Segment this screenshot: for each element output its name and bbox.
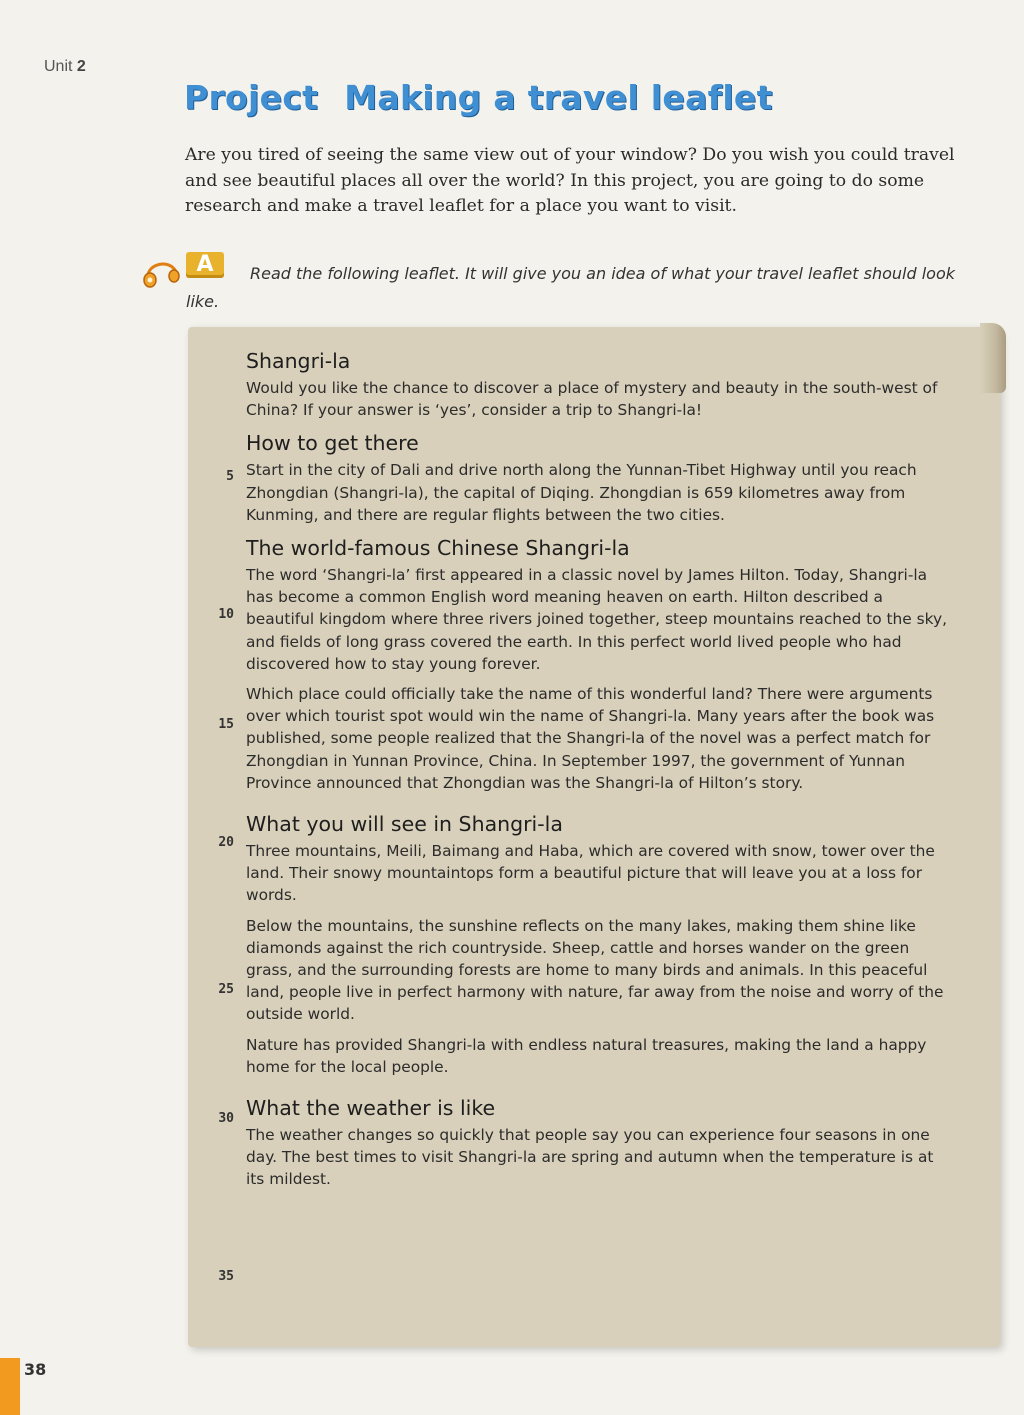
page-color-strip (0, 1358, 20, 1415)
section-heading-getting-there: How to get there (246, 431, 419, 456)
section-paragraph: Nature has provided Shangri-la with endless natural treasures, making the land a happy home for the local people. (246, 1035, 927, 1076)
section-paragraph: Three mountains, Meili, Baimang and Haba, which are covered with snow, tower over the land. Their snowy mountaintops form a beautiful picture that will leave you at a loss for words. (246, 842, 935, 905)
page-curl (980, 323, 1006, 393)
leaflet-intro: Would you like the chance to discover a place of mystery and beauty in the south-west of China? If your answer is ‘yes’, consider a trip to Shangri-la! (246, 379, 938, 420)
unit-number: 2 (76, 58, 86, 75)
line-number: 35 (218, 1269, 234, 1284)
page-title (184, 78, 773, 117)
section-paragraph: Below the mountains, the sunshine reflects on the many lakes, making them shine like diamonds against the rich countryside. Sheep, cattle and horses wander on the green grass, and the surrounding forests are home to many birds and animals. In this peaceful land, people live in perfect harmony with nature, far away from the noise and worry of the outside world. (246, 916, 944, 1024)
title-project: Project (184, 78, 319, 117)
line-number: 15 (218, 717, 234, 732)
section-heading-weather: What the weather is like (246, 1096, 496, 1121)
section-heading-world-famous: The world-famous Chinese Shangri-la (246, 536, 630, 561)
leaflet-body (246, 347, 951, 1199)
section-a-badge: A (186, 252, 224, 278)
title-topic: Making a travel leaflet (344, 78, 773, 117)
page-number: 38 (24, 1360, 47, 1379)
headphones-icon[interactable] (140, 256, 182, 292)
section-paragraph: Start in the city of Dali and drive north along the Yunnan-Tibet Highway until you reach Zhongdian (Shangri-la), the capital of Diqing. Zhongdian is 659 kilometres away from Kunming, and there are regular flights between the two cities. (246, 461, 917, 524)
line-number: 5 (226, 469, 234, 484)
intro-paragraph: Are you tired of seeing the same view out of your window? Do you wish you could travel and see beautiful places all over the world? In this project, you are going to do some research and make a travel leaflet for a place you want to visit. (185, 145, 955, 216)
section-a-instruction: Read the following leaflet. It will give you an idea of what your travel leaflet should look like. (186, 264, 955, 311)
line-number: 10 (218, 607, 234, 622)
line-number: 30 (218, 1111, 234, 1126)
line-number: 20 (218, 835, 234, 850)
unit-label-text: Unit (44, 58, 73, 75)
section-paragraph: The word ‘Shangri-la’ first appeared in a classic novel by James Hilton. Today, Shangri-la has become a common English word meaning heaven on earth. Hilton described a beautiful kingdom where three rivers joined together, steep mountains reached to the sky, and fields of long grass covered the earth. In this perfect world lived people who had discovered how to stay young forever. (246, 566, 948, 673)
travel-leaflet (188, 327, 1000, 1347)
section-paragraph: The weather changes so quickly that people say you can experience four seasons in one day. The best times to visit Shangri-la are spring and autumn when the temperature is at its mildest. (246, 1126, 934, 1189)
leaflet-title: Shangri-la (246, 349, 351, 373)
section-heading-what-you-will-see: What you will see in Shangri-la (246, 812, 563, 837)
section-paragraph: Which place could officially take the name of this wonderful land? There were arguments over which tourist spot would win the name of Shangri-la. Many years after the book was published, some people realized that the Shangri-la of the novel was a perfect match for Zhongdian in Yunnan Province, China. In September 1997, the government of Yunnan Province announced that Zhongdian was the Shangri-la of Hilton’s story. (246, 685, 935, 792)
line-number: 25 (218, 982, 234, 997)
unit-label (44, 58, 86, 76)
